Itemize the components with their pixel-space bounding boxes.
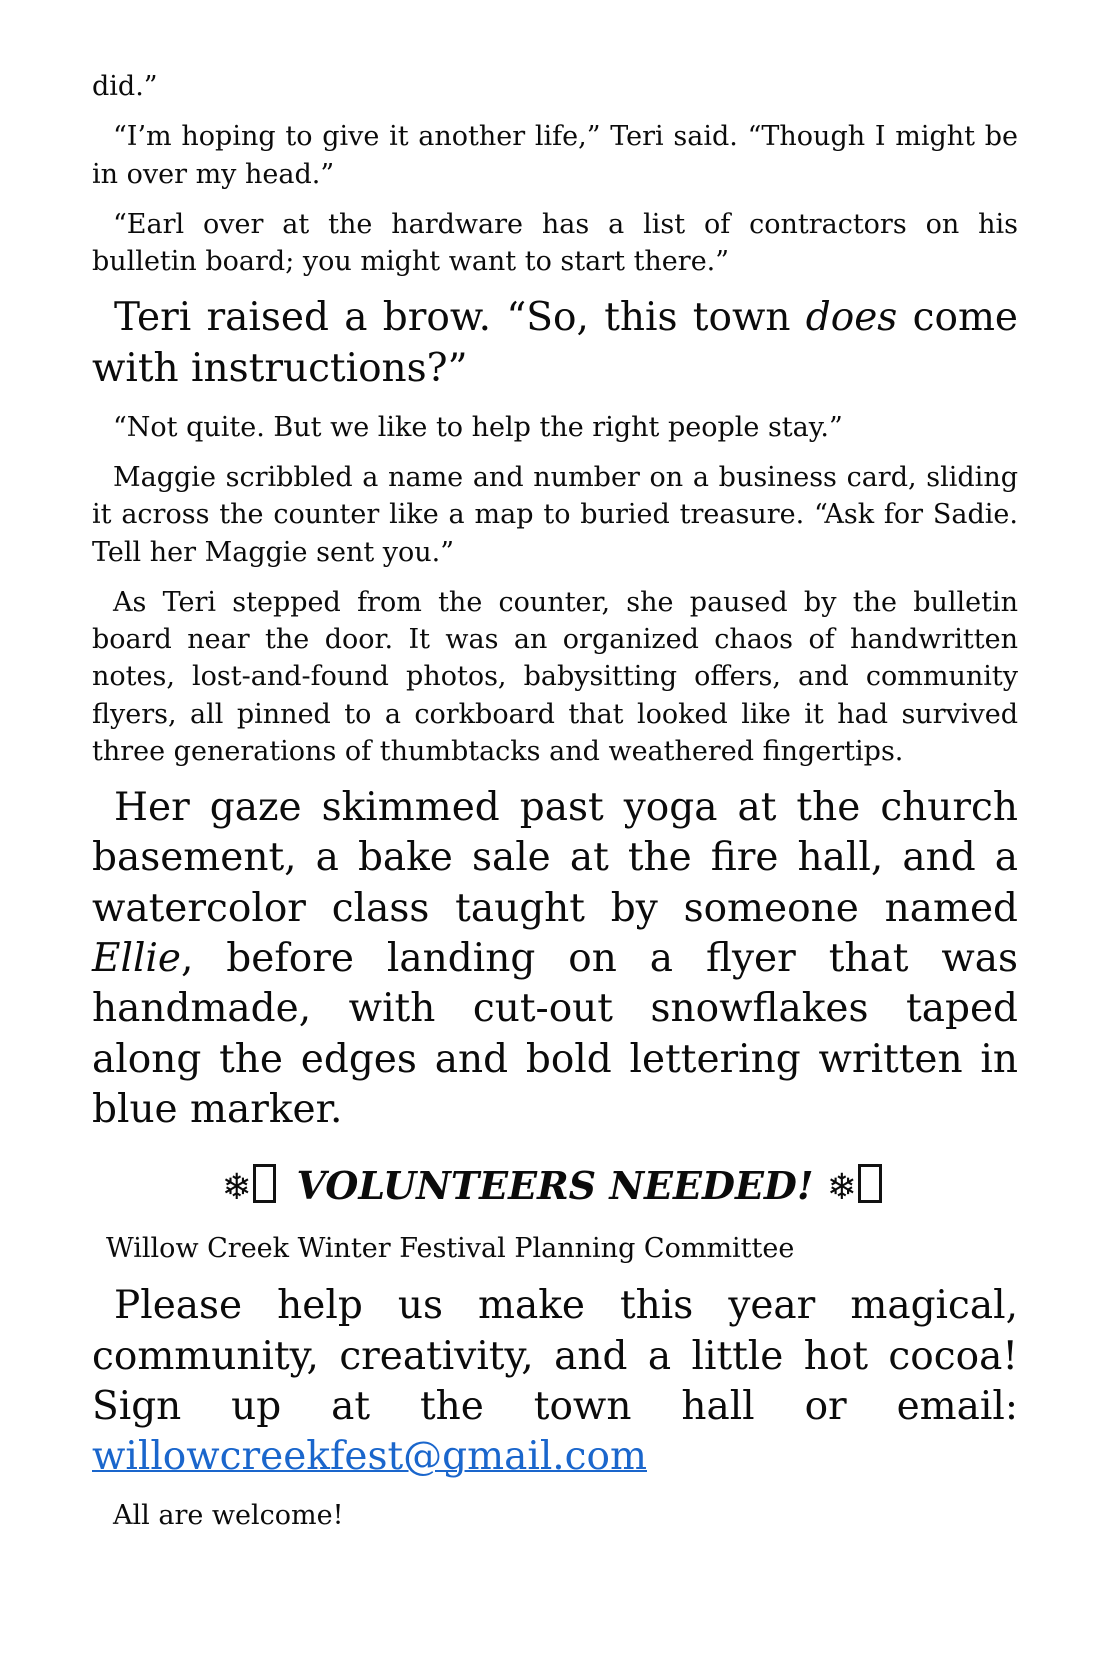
text-segment: Teri raised a brow. “So, this town: [114, 295, 806, 341]
text-segment: come with instructions?”: [92, 295, 1019, 391]
flyer-heading-text: VOLUNTEERS NEEDED!: [296, 1163, 814, 1209]
flyer-committee-line: Willow Creek Winter Festival Planning Committee: [106, 1232, 795, 1264]
paragraph-continued: did.”: [92, 71, 158, 102]
flyer-pitch: [92, 1281, 1018, 1482]
text-segment: Please help us make this year magical, community, creativity, and a little hot cocoa! Sign up at the town hall or email:: [92, 1283, 1018, 1429]
paragraph-brow: [92, 293, 1018, 394]
text-segment: Her gaze skimmed past yoga at the church basement, a bake sale at the fire hall, and a watercolor class taught by someone named: [92, 785, 1018, 931]
missing-glyph-box: [253, 1164, 276, 1203]
email-link[interactable]: willowcreekfest@gmail.com: [92, 1434, 647, 1480]
missing-glyph-box: [858, 1164, 881, 1203]
text-segment: Ellie: [92, 935, 181, 981]
flyer-welcome-line: All are welcome!: [113, 1500, 344, 1532]
paragraph-earl: “Earl over at the hardware has a list of contractors on his bulletin board; you might want to start there.”: [92, 208, 1018, 277]
flyer-heading: [92, 1161, 1018, 1212]
paragraph-gaze: [92, 783, 1018, 1135]
snowflake-icon: ❄: [826, 1167, 857, 1209]
text-segment: , before landing on a flyer that was handmade, with cut-out snowflakes taped along the edges and bold lettering written in blue marker.: [92, 935, 1018, 1132]
paragraph-maggie: Maggie scribbled a name and number on a business card, sliding it across the counter like a map to buried treasure. “Ask for Sadie. Tell her Maggie sent you.”: [92, 462, 1018, 568]
paragraph-hoping: “I’m hoping to give it another life,” Teri said. “Though I might be in over my head.”: [92, 121, 1018, 190]
paragraph-not-quite: “Not quite. But we like to help the right people stay.”: [113, 411, 843, 443]
paragraph-bulletin-board: As Teri stepped from the counter, she paused by the bulletin board near the door. It was an organized chaos of handwritten notes, lost-and-found photos, babysitting offers, and community flyers, all pinned to a corkboard that looked like it had survived three generations of thumbtacks and weathered fingertips.: [92, 586, 1018, 767]
text-segment: does: [805, 295, 898, 341]
snowflake-icon: ❄: [221, 1167, 252, 1209]
